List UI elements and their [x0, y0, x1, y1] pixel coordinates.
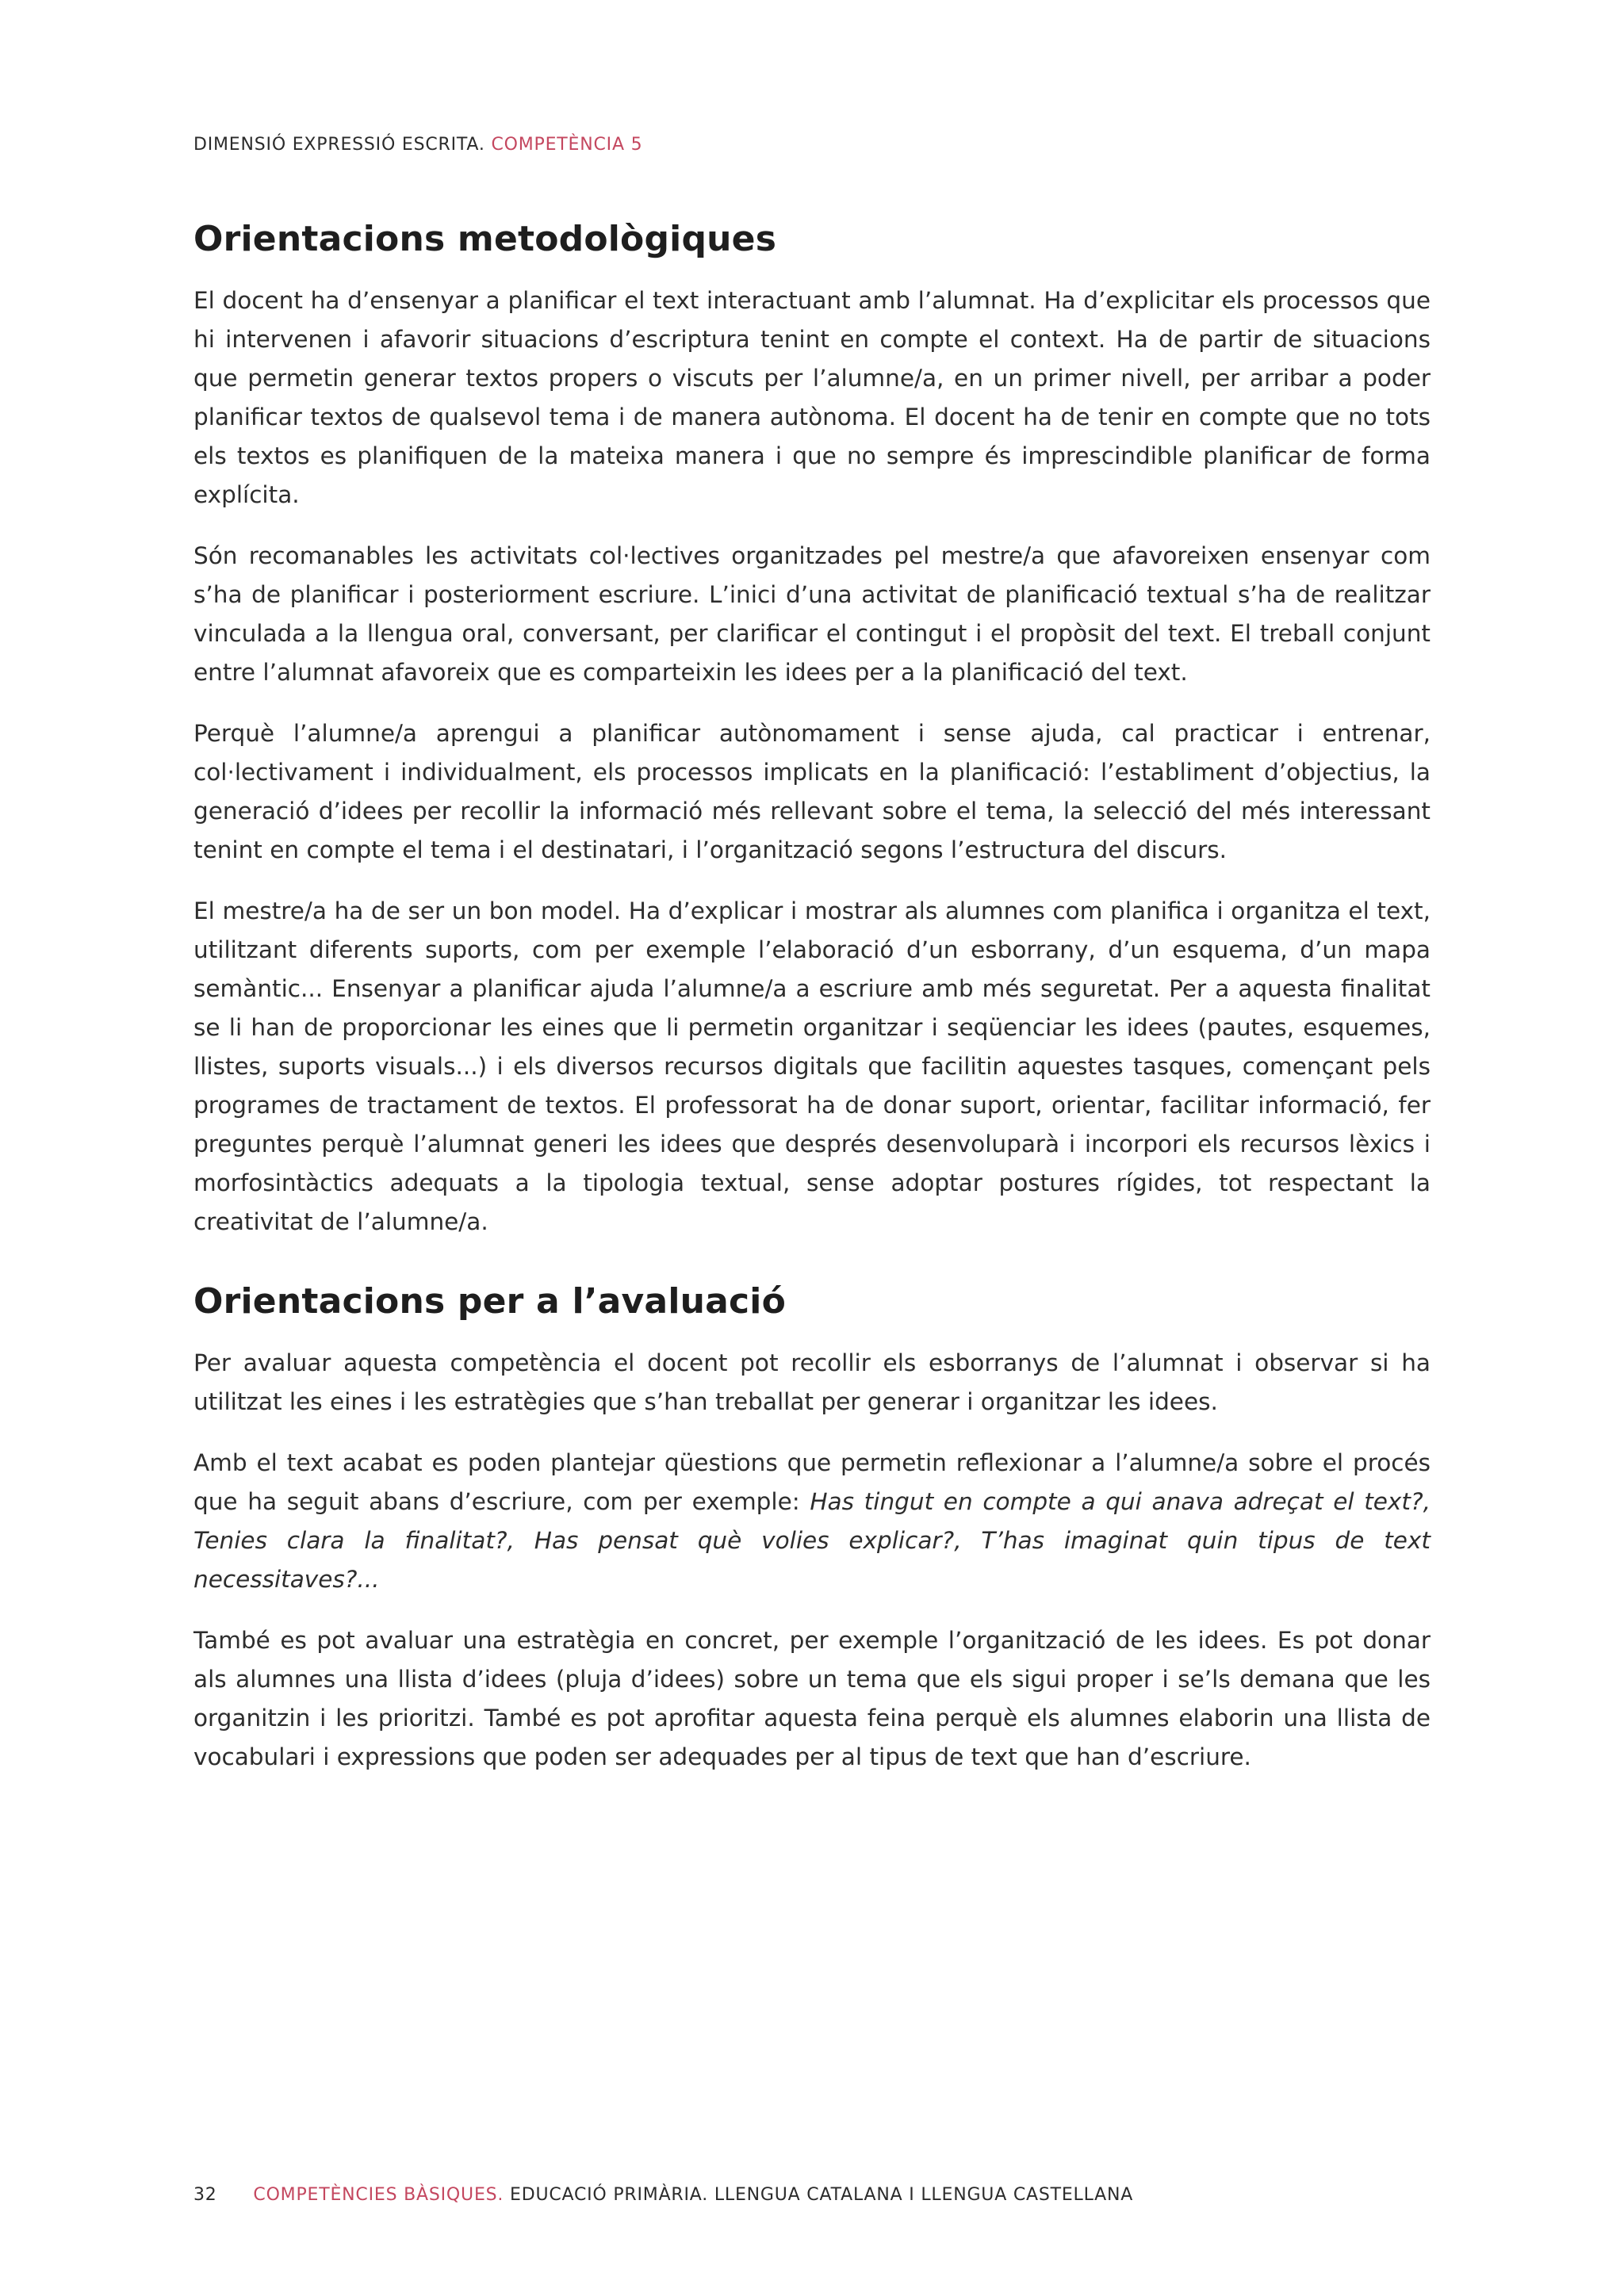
paragraph-text: Amb el text acabat es poden plantejar qüestions que permetin reflexionar a l’alumne/a sobre el procés que ha seguit abans d’escriure, com per exemple:	[193, 1449, 1431, 1515]
section-title-assessment: Orientacions per a l’avaluació	[193, 1281, 787, 1322]
paragraph: Són recomanables les activitats col·lectives organitzades pel mestre/a que afavoreixen ensenyar com s’ha de planificar i posteriorment escriure. L’inici d’una activitat de planificació textual s’ha de realitzar vinculada a la llengua oral, conversant, per clarificar el contingut i el propòsit del text. El treball conjunt entre l’alumnat afavoreix que es comparteixin les idees per a la planificació del text.	[193, 542, 1431, 686]
section-title-methodology: Orientacions metodològiques	[193, 219, 777, 259]
paragraph: Per avaluar aquesta competència el docent pot recollir els esborranys de l’alumnat i observar si ha utilitzat les eines i les estratègies que s’han treballat per generar i organitzar les idees.	[193, 1349, 1431, 1415]
main-content	[193, 219, 1431, 1799]
header-section: DIMENSIÓ EXPRESSIÓ ESCRITA.	[193, 135, 485, 155]
running-header	[193, 135, 642, 155]
paragraph-with-examples	[193, 1444, 1431, 1599]
page-number: 32	[193, 2185, 217, 2205]
paragraph: El docent ha d’ensenyar a planificar el text interactuant amb l’alumnat. Ha d’explicitar els processos que hi intervenen i afavorir situacions d’escriptura tenint en compte el context. Ha de partir de situacions que permetin generar textos propers o viscuts per l’alumne/a, en un primer nivell, per arribar a poder planificar textos de qualsevol tema i de manera autònoma. El docent ha de tenir en compte que no tots els textos es planifiquen de la mateixa manera i que no sempre és imprescindible planificar de forma explícita.	[193, 287, 1431, 508]
paragraph: El mestre/a ha de ser un bon model. Ha d’explicar i mostrar als alumnes com planifica i organitza el text, utilitzant diferents suports, com per exemple l’elaboració d’un esborrany, d’un esquema, d’un mapa semàntic... Ensenyar a planificar ajuda l’alumne/a a escriure amb més seguretat. Per a aquesta finalitat se li han de proporcionar les eines que li permetin organitzar i seqüenciar les idees (pautes, esquemes, llistes, suports visuals...) i els diversos recursos digitals que facilitin aquestes tasques, començant pels programes de tractament de textos. El professorat ha de donar suport, orientar, facilitar informació, fer preguntes perquè l’alumnat generi les idees que després desenvoluparà i incorpori els recursos lèxics i morfosintàctics adequats a la tipologia textual, sense adoptar postures rígides, tot respectant la creativitat de l’alumne/a.	[193, 897, 1431, 1235]
running-footer	[193, 2185, 1133, 2205]
header-competence: COMPETÈNCIA 5	[491, 135, 643, 155]
paragraph: Perquè l’alumne/a aprengui a planificar autònomament i sense ajuda, cal practicar i entrenar, col·lectivament i individualment, els processos implicats en la planificació: l’establiment d’objectius, la generació d’idees per recollir la informació més rellevant sobre el tema, la selecció del més interessant tenint en compte el tema i el destinatari, i l’organització segons l’estructura del discurs.	[193, 720, 1431, 863]
footer-subject: EDUCACIÓ PRIMÀRIA. LLENGUA CATALANA I LLENGUA CASTELLANA	[510, 2185, 1134, 2205]
example-questions: Has tingut en compte a qui anava adreçat el text?, Tenies clara la finalitat?, Has pensat què volies explicar?, T’has imaginat quin tipus de text necessitaves?...	[193, 1488, 1431, 1593]
paragraph: També es pot avaluar una estratègia en concret, per exemple l’organització de les idees. Es pot donar als alumnes una llista d’idees (pluja d’idees) sobre un tema que els sigui proper i se’ls demana que les organitzin i les prioritzi. També es pot aprofitar aquesta feina perquè els alumnes elaborin una llista de vocabulari i expressions que poden ser adequades per al tipus de text que han d’escriure.	[193, 1627, 1431, 1770]
footer-collection: COMPETÈNCIES BÀSIQUES.	[253, 2185, 504, 2205]
